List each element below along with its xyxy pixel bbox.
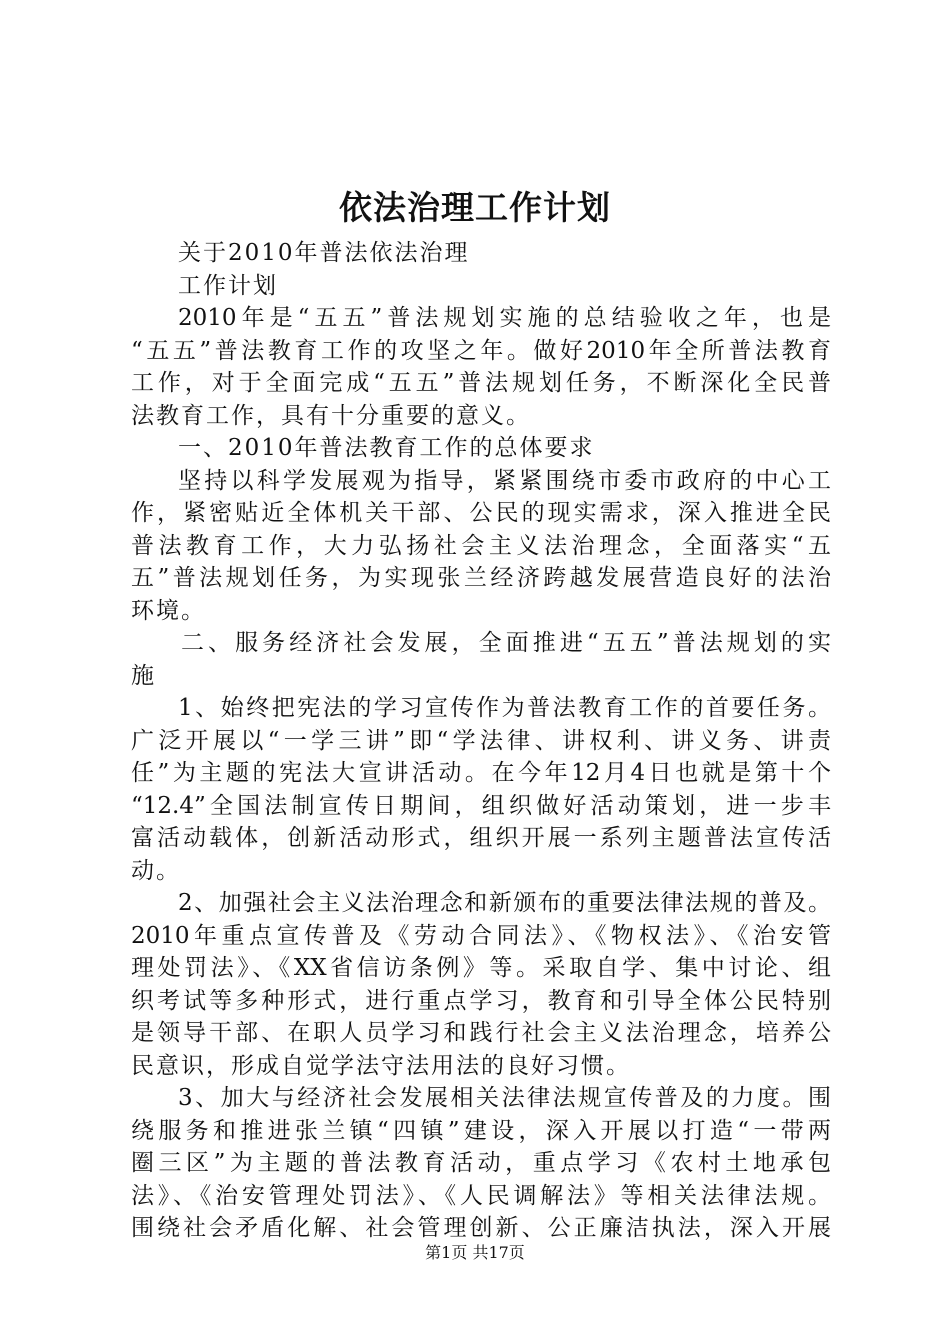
body-line: 广泛开展以“一学三讲”即“学法律、讲权利、讲义务、讲责	[131, 727, 831, 754]
body-line: 二、服务经济社会发展，全面推进“五五”普法规划的实	[181, 630, 831, 656]
page-footer: 第1页 共17页	[425, 1243, 525, 1262]
body-line: 五”普法规划任务，为实现张兰经济跨越发展营造良好的法治	[131, 565, 831, 591]
body-line: 普法教育工作，大力弘扬社会主义法治理念，全面落实“五	[131, 532, 831, 559]
body-line: 是领导干部、在职人员学习和践行社会主义法治理念，培养公	[131, 1020, 831, 1046]
body-line: 织考试等多种形式，进行重点学习，教育和引导全体公民特别	[131, 987, 831, 1014]
body-line: “五五”普法教育工作的攻坚之年。做好2010年全所普法教育	[131, 337, 831, 364]
body-line: 2010年是“五五”普法规划实施的总结验收之年，也是	[178, 305, 831, 331]
body-line: 动。	[131, 857, 181, 884]
body-line: 任”为主题的宪法大宣讲活动。在今年12月4日也就是第十个	[131, 760, 831, 786]
body-line: 2、加强社会主义法治理念和新颁布的重要法律法规的普及。	[178, 890, 831, 916]
document-body	[131, 237, 831, 1245]
body-line: 富活动载体，创新活动形式，组织开展一系列主题普法宣传活	[131, 825, 831, 851]
body-line: 理处罚法》、《XX省信访条例》等。采取自学、集中讨论、组	[131, 955, 831, 981]
body-line: 圈三区”为主题的普法教育活动，重点学习《农村土地承包	[131, 1150, 831, 1176]
body-line: 工作计划	[178, 272, 278, 299]
body-line: 施	[131, 662, 156, 689]
body-line: 环境。	[131, 597, 206, 624]
body-line: 作，紧密贴近全体机关干部、公民的现实需求，深入推进全民	[131, 500, 831, 526]
body-line: 法》、《治安管理处罚法》、《人民调解法》等相关法律法规。	[131, 1182, 831, 1209]
body-line: “12.4”全国法制宣传日期间，组织做好活动策划，进一步丰	[131, 792, 831, 819]
body-line: 法教育工作，具有十分重要的意义。	[131, 402, 531, 429]
body-line: 1、始终把宪法的学习宣传作为普法教育工作的首要任务。	[178, 695, 831, 721]
body-line: 工作，对于全面完成“五五”普法规划任务，不断深化全民普	[131, 370, 831, 396]
body-line: 关于2010年普法依法治理	[178, 240, 470, 266]
body-line: 3、加大与经济社会发展相关法律法规宣传普及的力度。围	[178, 1085, 831, 1111]
document-title: 依法治理工作计划	[339, 188, 611, 227]
body-line: 坚持以科学发展观为指导，紧紧围绕市委市政府的中心工	[178, 467, 831, 494]
body-line: 绕服务和推进张兰镇“四镇”建设，深入开展以打造“一带两	[131, 1117, 831, 1144]
body-line: 2010年重点宣传普及《劳动合同法》、《物权法》、《治安管	[131, 922, 831, 949]
body-line: 围绕社会矛盾化解、社会管理创新、公正廉洁执法，深入开展	[131, 1215, 831, 1241]
body-line: 民意识，形成自觉学法守法用法的良好习惯。	[131, 1052, 631, 1079]
body-line: 一、2010年普法教育工作的总体要求	[178, 435, 595, 461]
